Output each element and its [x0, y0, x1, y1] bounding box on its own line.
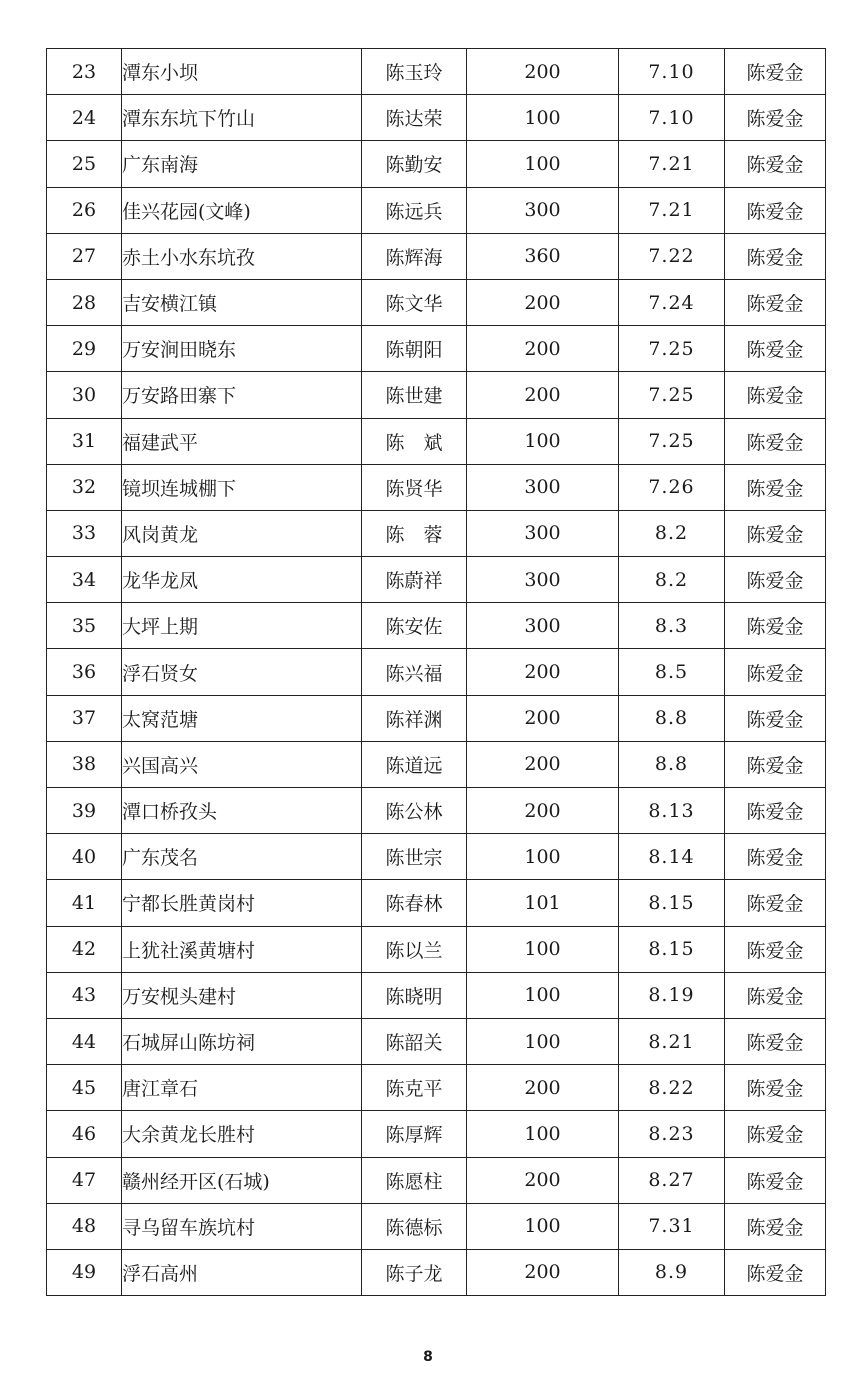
handler-cell: 陈爱金: [725, 1018, 826, 1064]
place-cell: 潭东小坝: [122, 49, 362, 95]
row-number-cell: 24: [47, 95, 122, 141]
donor-name-cell: 陈达荣: [362, 95, 467, 141]
donor-name-cell: 陈玉玲: [362, 49, 467, 95]
place-cell: 吉安横江镇: [122, 279, 362, 325]
donor-name-cell: 陈德标: [362, 1203, 467, 1249]
handler-cell: 陈爱金: [725, 1203, 826, 1249]
table-row: [47, 972, 826, 1018]
row-number-cell: 25: [47, 141, 122, 187]
donor-name-cell: 陈世建: [362, 372, 467, 418]
amount-cell: 100: [467, 972, 619, 1018]
table-row: [47, 141, 826, 187]
row-number-cell: 30: [47, 372, 122, 418]
amount-cell: 200: [467, 326, 619, 372]
place-cell: 潭口桥孜头: [122, 788, 362, 834]
date-cell: 7.25: [619, 326, 725, 372]
amount-cell: 300: [467, 187, 619, 233]
table-row: [47, 1157, 826, 1203]
donor-name-cell: 陈远兵: [362, 187, 467, 233]
date-cell: 8.13: [619, 788, 725, 834]
handler-cell: 陈爱金: [725, 1157, 826, 1203]
table-row: [47, 557, 826, 603]
place-cell: 寻乌留车族坑村: [122, 1203, 362, 1249]
place-cell: 大坪上期: [122, 603, 362, 649]
handler-cell: 陈爱金: [725, 510, 826, 556]
amount-cell: 300: [467, 557, 619, 603]
place-cell: 兴国高兴: [122, 741, 362, 787]
table-row: [47, 49, 826, 95]
handler-cell: 陈爱金: [725, 880, 826, 926]
row-number-cell: 32: [47, 464, 122, 510]
date-cell: 8.21: [619, 1018, 725, 1064]
amount-cell: 300: [467, 510, 619, 556]
table-row: [47, 834, 826, 880]
table-row: [47, 649, 826, 695]
date-cell: 8.2: [619, 510, 725, 556]
table-row: [47, 1065, 826, 1111]
amount-cell: 200: [467, 695, 619, 741]
donor-name-cell: 陈春林: [362, 880, 467, 926]
amount-cell: 300: [467, 603, 619, 649]
table-row: [47, 1203, 826, 1249]
page-number: 8: [423, 1349, 433, 1365]
handler-cell: 陈爱金: [725, 464, 826, 510]
amount-cell: 200: [467, 788, 619, 834]
date-cell: 7.21: [619, 187, 725, 233]
place-cell: 龙华龙凤: [122, 557, 362, 603]
row-number-cell: 33: [47, 510, 122, 556]
row-number-cell: 44: [47, 1018, 122, 1064]
place-cell: 潭东东坑下竹山: [122, 95, 362, 141]
table-row: [47, 1018, 826, 1064]
place-cell: 万安涧田晓东: [122, 326, 362, 372]
place-cell: 赤土小水东坑孜: [122, 233, 362, 279]
date-cell: 8.19: [619, 972, 725, 1018]
place-cell: 镜坝连城棚下: [122, 464, 362, 510]
table-row: [47, 326, 826, 372]
amount-cell: 200: [467, 741, 619, 787]
donor-name-cell: 陈蔚祥: [362, 557, 467, 603]
table-row: [47, 788, 826, 834]
amount-cell: 360: [467, 233, 619, 279]
table-row: [47, 95, 826, 141]
donor-name-cell: 陈朝阳: [362, 326, 467, 372]
date-cell: 8.27: [619, 1157, 725, 1203]
donor-name-cell: 陈愿柱: [362, 1157, 467, 1203]
table-row: [47, 418, 826, 464]
place-cell: 上犹社溪黄塘村: [122, 926, 362, 972]
handler-cell: 陈爱金: [725, 49, 826, 95]
date-cell: 8.22: [619, 1065, 725, 1111]
place-cell: 浮石贤女: [122, 649, 362, 695]
place-cell: 唐江章石: [122, 1065, 362, 1111]
row-number-cell: 41: [47, 880, 122, 926]
amount-cell: 100: [467, 418, 619, 464]
donor-name-cell: 陈祥渊: [362, 695, 467, 741]
place-cell: 宁都长胜黄岗村: [122, 880, 362, 926]
donor-name-cell: 陈世宗: [362, 834, 467, 880]
row-number-cell: 36: [47, 649, 122, 695]
row-number-cell: 38: [47, 741, 122, 787]
donor-name-cell: 陈韶关: [362, 1018, 467, 1064]
place-cell: 佳兴花园(文峰): [122, 187, 362, 233]
amount-cell: 200: [467, 1249, 619, 1295]
donor-name-cell: 陈勤安: [362, 141, 467, 187]
donor-name-cell: 陈文华: [362, 279, 467, 325]
row-number-cell: 40: [47, 834, 122, 880]
handler-cell: 陈爱金: [725, 233, 826, 279]
table-row: [47, 279, 826, 325]
date-cell: 8.14: [619, 834, 725, 880]
donor-name-cell: 陈公林: [362, 788, 467, 834]
amount-cell: 200: [467, 279, 619, 325]
row-number-cell: 31: [47, 418, 122, 464]
donation-table: [46, 48, 826, 1296]
row-number-cell: 42: [47, 926, 122, 972]
amount-cell: 300: [467, 464, 619, 510]
amount-cell: 100: [467, 1018, 619, 1064]
amount-cell: 100: [467, 1203, 619, 1249]
row-number-cell: 45: [47, 1065, 122, 1111]
handler-cell: 陈爱金: [725, 649, 826, 695]
date-cell: 8.15: [619, 926, 725, 972]
table-row: [47, 603, 826, 649]
handler-cell: 陈爱金: [725, 1111, 826, 1157]
date-cell: 8.8: [619, 695, 725, 741]
amount-cell: 100: [467, 1111, 619, 1157]
table-row: [47, 187, 826, 233]
table-row: [47, 926, 826, 972]
date-cell: 7.10: [619, 49, 725, 95]
donation-table-body: [47, 49, 826, 1296]
table-row: [47, 510, 826, 556]
place-cell: 福建武平: [122, 418, 362, 464]
date-cell: 8.23: [619, 1111, 725, 1157]
date-cell: 7.26: [619, 464, 725, 510]
handler-cell: 陈爱金: [725, 557, 826, 603]
table-row: [47, 880, 826, 926]
handler-cell: 陈爱金: [725, 1249, 826, 1295]
place-cell: 石城屏山陈坊祠: [122, 1018, 362, 1064]
donor-name-cell: 陈辉海: [362, 233, 467, 279]
date-cell: 7.10: [619, 95, 725, 141]
row-number-cell: 49: [47, 1249, 122, 1295]
handler-cell: 陈爱金: [725, 326, 826, 372]
table-row: [47, 372, 826, 418]
table-row: [47, 1249, 826, 1295]
table-row: [47, 1111, 826, 1157]
handler-cell: 陈爱金: [725, 695, 826, 741]
place-cell: 广东南海: [122, 141, 362, 187]
handler-cell: 陈爱金: [725, 788, 826, 834]
row-number-cell: 28: [47, 279, 122, 325]
donor-name-cell: 陈子龙: [362, 1249, 467, 1295]
amount-cell: 200: [467, 49, 619, 95]
donor-name-cell: 陈贤华: [362, 464, 467, 510]
handler-cell: 陈爱金: [725, 834, 826, 880]
date-cell: 7.25: [619, 418, 725, 464]
amount-cell: 100: [467, 926, 619, 972]
row-number-cell: 35: [47, 603, 122, 649]
row-number-cell: 39: [47, 788, 122, 834]
handler-cell: 陈爱金: [725, 95, 826, 141]
donor-name-cell: 陈兴福: [362, 649, 467, 695]
row-number-cell: 47: [47, 1157, 122, 1203]
amount-cell: 100: [467, 95, 619, 141]
date-cell: 7.22: [619, 233, 725, 279]
amount-cell: 100: [467, 834, 619, 880]
handler-cell: 陈爱金: [725, 741, 826, 787]
date-cell: 7.31: [619, 1203, 725, 1249]
handler-cell: 陈爱金: [725, 1065, 826, 1111]
amount-cell: 200: [467, 1065, 619, 1111]
donor-name-cell: 陈道远: [362, 741, 467, 787]
handler-cell: 陈爱金: [725, 603, 826, 649]
row-number-cell: 43: [47, 972, 122, 1018]
table-row: [47, 695, 826, 741]
row-number-cell: 29: [47, 326, 122, 372]
row-number-cell: 34: [47, 557, 122, 603]
date-cell: 7.21: [619, 141, 725, 187]
date-cell: 7.24: [619, 279, 725, 325]
row-number-cell: 46: [47, 1111, 122, 1157]
donor-name-cell: 陈 斌: [362, 418, 467, 464]
place-cell: 广东茂名: [122, 834, 362, 880]
donor-name-cell: 陈厚辉: [362, 1111, 467, 1157]
table-row: [47, 741, 826, 787]
place-cell: 太窝范塘: [122, 695, 362, 741]
place-cell: 万安路田寨下: [122, 372, 362, 418]
place-cell: 赣州经开区(石城): [122, 1157, 362, 1203]
table-row: [47, 233, 826, 279]
row-number-cell: 26: [47, 187, 122, 233]
date-cell: 8.5: [619, 649, 725, 695]
donor-name-cell: 陈 蓉: [362, 510, 467, 556]
date-cell: 8.3: [619, 603, 725, 649]
amount-cell: 200: [467, 1157, 619, 1203]
place-cell: 浮石高州: [122, 1249, 362, 1295]
handler-cell: 陈爱金: [725, 926, 826, 972]
table-row: [47, 464, 826, 510]
row-number-cell: 37: [47, 695, 122, 741]
amount-cell: 100: [467, 141, 619, 187]
handler-cell: 陈爱金: [725, 141, 826, 187]
donor-name-cell: 陈以兰: [362, 926, 467, 972]
amount-cell: 200: [467, 372, 619, 418]
date-cell: 7.25: [619, 372, 725, 418]
handler-cell: 陈爱金: [725, 418, 826, 464]
place-cell: 大余黄龙长胜村: [122, 1111, 362, 1157]
handler-cell: 陈爱金: [725, 972, 826, 1018]
date-cell: 8.15: [619, 880, 725, 926]
handler-cell: 陈爱金: [725, 187, 826, 233]
row-number-cell: 23: [47, 49, 122, 95]
donor-name-cell: 陈安佐: [362, 603, 467, 649]
row-number-cell: 48: [47, 1203, 122, 1249]
date-cell: 8.2: [619, 557, 725, 603]
date-cell: 8.8: [619, 741, 725, 787]
handler-cell: 陈爱金: [725, 372, 826, 418]
place-cell: 风岗黄龙: [122, 510, 362, 556]
row-number-cell: 27: [47, 233, 122, 279]
date-cell: 8.9: [619, 1249, 725, 1295]
donor-name-cell: 陈克平: [362, 1065, 467, 1111]
donor-name-cell: 陈晓明: [362, 972, 467, 1018]
handler-cell: 陈爱金: [725, 279, 826, 325]
amount-cell: 200: [467, 649, 619, 695]
amount-cell: 101: [467, 880, 619, 926]
place-cell: 万安枧头建村: [122, 972, 362, 1018]
